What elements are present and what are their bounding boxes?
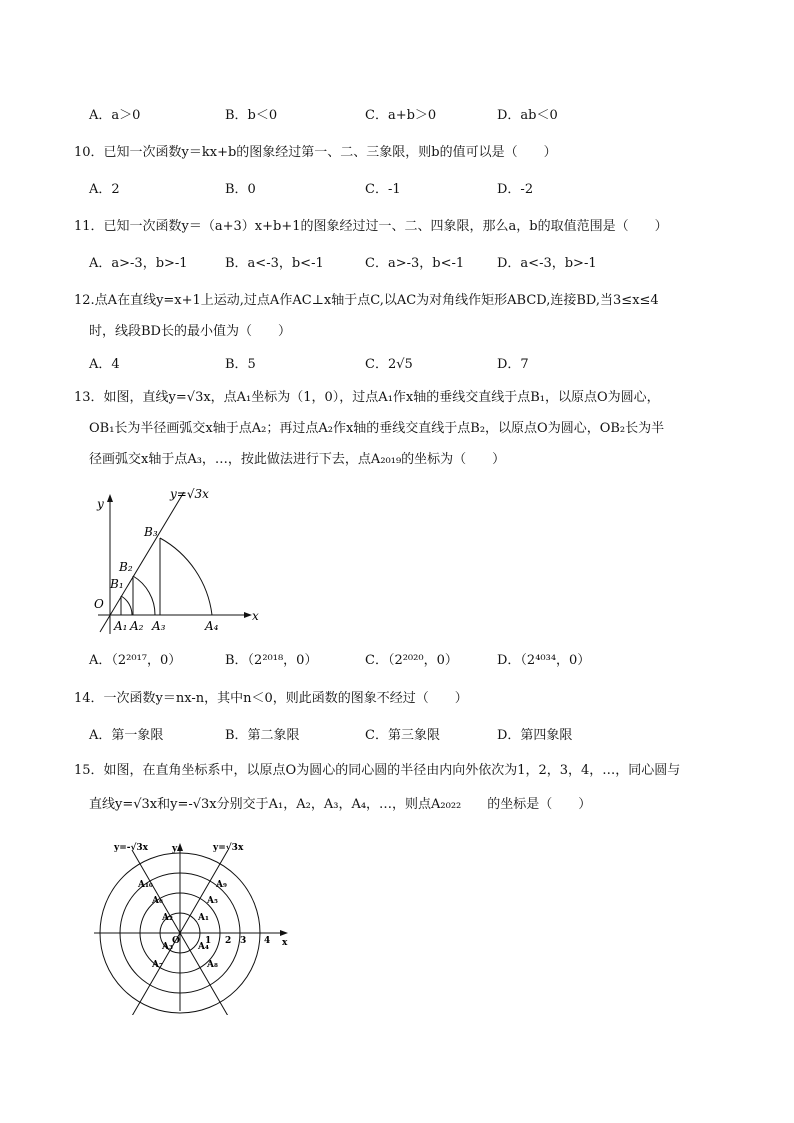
- q15-point-a1: A₁: [198, 913, 209, 923]
- q15-left-line-label: y=-√3x: [114, 843, 149, 853]
- q13-x-axis-arrow: [244, 612, 252, 618]
- q13-label-a3: A₃: [152, 619, 166, 633]
- q14-option-c: C．第三象限: [365, 728, 440, 743]
- q9-options-row: [0, 105, 794, 127]
- q15-origin-label: O: [172, 936, 180, 946]
- q15-axis-num-3: 3: [240, 936, 247, 946]
- q15-x-axis-arrow: [280, 930, 288, 936]
- q15-point-a4: A₄: [198, 942, 209, 952]
- q11-option-a: A．a>-3，b>-1: [89, 256, 188, 271]
- q13-figure: [88, 484, 278, 644]
- q12-option-b: B．5: [225, 357, 256, 372]
- q13-line: [100, 492, 184, 632]
- q14-stem-row: [0, 688, 794, 710]
- q13-stem-row-1: [0, 387, 794, 409]
- q13-origin-label: O: [94, 597, 104, 611]
- q13-y-label: y: [97, 497, 104, 511]
- q15-point-a5: A₅: [207, 896, 218, 906]
- q13-arc-3: [160, 538, 212, 615]
- q13-label-a4: A₄: [205, 619, 219, 633]
- q13-label-a2: A₂: [130, 619, 144, 633]
- q15-stem-row-1: [0, 760, 794, 782]
- q11-stem: 11．已知一次函数y＝（a+3）x+b+1的图象经过过一、二、四象限，那么a，b的取值范围是（ ）: [74, 219, 668, 234]
- q15-point-a10: A₁₀: [138, 880, 153, 890]
- q9-option-d: D．ab＜0: [497, 108, 558, 123]
- q13-option-d: D．（2⁴⁰³⁴，0）: [497, 653, 591, 668]
- q11-option-c: C．a>-3，b<-1: [365, 256, 465, 271]
- q12-stem-line1: 12.点A在直线y=x+1上运动,过点A作AC⊥x轴于点C,以AC为对角线作矩形ABCD,连接BD,当3≤x≤4: [74, 293, 659, 308]
- q9-option-b: B．b＜0: [225, 108, 278, 123]
- q15-point-a7: A₇: [152, 960, 163, 970]
- q12-options-row: [0, 354, 794, 376]
- q15-figure: [92, 835, 302, 1015]
- q13-label-b2: B₂: [119, 560, 133, 574]
- q11-stem-row: [0, 216, 794, 238]
- q12-option-a: A．4: [89, 357, 120, 372]
- q15-point-a9: A₉: [216, 880, 227, 890]
- q12-option-c: C．2√5: [365, 357, 413, 372]
- q14-option-a: A．第一象限: [89, 728, 164, 743]
- q9-option-a: A．a＞0: [89, 108, 141, 123]
- q10-options-row: [0, 179, 794, 201]
- q13-stem-row-3: [0, 449, 794, 471]
- q15-x-label: x: [282, 938, 288, 948]
- q12-stem-row-1: [0, 290, 794, 312]
- q13-option-b: B．（2²⁰¹⁸，0）: [225, 653, 318, 668]
- q15-right-line-label: y=√3x: [213, 843, 244, 853]
- q10-stem: 10．已知一次函数y＝kx+b的图象经过第一、二、三象限，则b的值可以是（ ）: [74, 145, 557, 160]
- q13-stem-line3: 径画弧交x轴于点A₃，…，按此做法进行下去，点A₂₀₁₉的坐标为（ ）: [89, 452, 506, 467]
- q13-y-axis-arrow: [107, 494, 113, 502]
- q10-option-a: A．2: [89, 182, 120, 197]
- q15-point-a3: A₃: [162, 942, 173, 952]
- q12-option-d: D．7: [497, 357, 529, 372]
- q9-option-c: C．a+b＞0: [365, 108, 437, 123]
- q13-arc-1: [121, 596, 132, 615]
- q13-option-a: A．（2²⁰¹⁷，0）: [89, 653, 182, 668]
- q13-line-label: y=√3x: [170, 487, 209, 501]
- q15-y-axis-arrow: [177, 843, 183, 851]
- q13-label-b3: B₃: [144, 525, 158, 539]
- q10-option-d: D．-2: [497, 182, 534, 197]
- q11-option-b: B．a<-3，b<-1: [225, 256, 324, 271]
- q15-point-a6: A₆: [152, 896, 163, 906]
- q13-options-row: [0, 650, 794, 672]
- q15-stem-line1: 15．如图，在直角坐标系中，以原点O为圆心的同心圆的半径由内向外依次为1，2，3，4，…，同心圆与: [74, 763, 681, 778]
- q11-option-d: D．a<-3，b>-1: [497, 256, 597, 271]
- q10-option-b: B．0: [225, 182, 256, 197]
- q13-label-a1: A₁: [114, 619, 128, 633]
- q13-option-c: C．（2²⁰²⁰，0）: [365, 653, 458, 668]
- q14-option-d: D．第四象限: [497, 728, 573, 743]
- q13-label-b1: B₁: [110, 577, 124, 591]
- q14-stem: 14．一次函数y＝nx-n，其中n＜0，则此函数的图象不经过（ ）: [74, 691, 468, 706]
- q12-stem-line2: 时，线段BD长的最小值为（ ）: [89, 324, 291, 339]
- q15-axis-num-2: 2: [225, 936, 232, 946]
- q14-options-row: [0, 725, 794, 747]
- q13-stem-row-2: [0, 418, 794, 440]
- q12-stem-row-2: [0, 321, 794, 343]
- q15-y-label: y: [172, 844, 178, 854]
- q14-option-b: B．第二象限: [225, 728, 300, 743]
- q15-axis-num-4: 4: [264, 936, 271, 946]
- q13-stem-line2: OB₁长为半径画弧交x轴于点A₂；再过点A₂作x轴的垂线交直线于点B₂，以原点O为圆心，OB₂长为半: [89, 421, 665, 436]
- q15-point-a2: A₂: [162, 913, 173, 923]
- q13-x-label: x: [252, 609, 259, 623]
- q15-point-a8: A₈: [207, 960, 218, 970]
- q10-stem-row: [0, 142, 794, 164]
- q15-stem-line2: 直线y=√3x和y=-√3x分别交于A₁，A₂，A₃，A₄，…，则点A₂₀₂₂ 的坐标是（ ）: [89, 797, 592, 812]
- q10-option-c: C．-1: [365, 182, 401, 197]
- q15-stem-row-2: [0, 794, 794, 816]
- q15-axis-num-1: 1: [205, 936, 212, 946]
- q13-arc-2: [133, 576, 155, 615]
- q11-options-row: [0, 253, 794, 275]
- q13-stem-line1: 13．如图，直线y=√3x，点A₁坐标为（1，0），过点A₁作x轴的垂线交直线于点B₁，以原点O为圆心，: [74, 390, 660, 405]
